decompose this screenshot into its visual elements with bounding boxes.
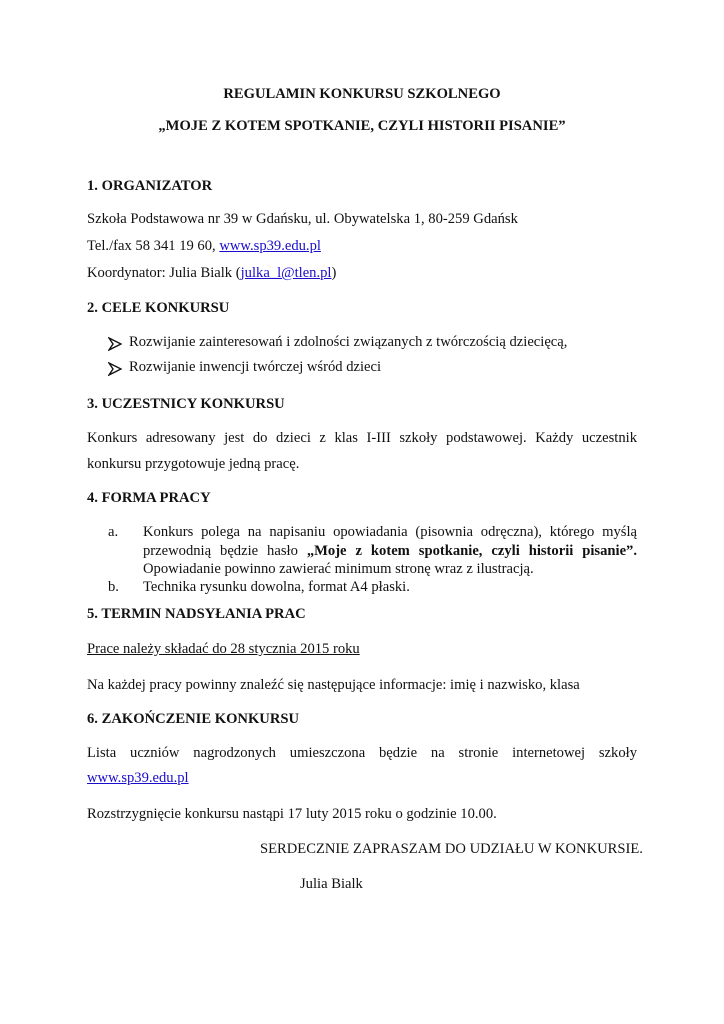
- school-website-link[interactable]: www.sp39.edu.pl: [87, 770, 189, 786]
- goal-item: Rozwijanie zainteresowań i zdolności związanych z twórczością dziecięcą,: [129, 334, 568, 350]
- section-heading-work-form: 4. FORMA PRACY: [87, 490, 211, 506]
- coordinator-email-link[interactable]: julka_l@tlen.pl: [240, 265, 332, 281]
- goal-item: Rozwijanie inwencji twórczej wśród dzieci: [129, 359, 382, 375]
- participants-paragraph-line: Konkurs adresowany jest do dzieci z klas I-III szkoły podstawowej. Każdy uczestnik: [87, 430, 637, 446]
- signature: Julia Bialk: [300, 876, 363, 892]
- school-website-link[interactable]: www.sp39.edu.pl: [219, 238, 321, 254]
- work-form-item-a-line: Opowiadanie powinno zawierać minimum stronę wraz z ilustracją.: [143, 561, 534, 577]
- coordinator-label: Koordynator: Julia Bialk (: [87, 265, 241, 281]
- deadline-text: Prace należy składać do 28 stycznia 2015 roku: [87, 641, 360, 657]
- section-heading-participants: 3. UCZESTNICY KONKURSU: [87, 396, 285, 412]
- coordinator-line: [87, 265, 336, 282]
- work-form-item-a-line: [143, 543, 637, 560]
- winners-website: [87, 770, 189, 787]
- organizer-phone: Tel./fax 58 341 19 60,: [87, 238, 220, 254]
- section-heading-organizer: 1. ORGANIZATOR: [87, 178, 213, 194]
- organizer-address: Szkoła Podstawowa nr 39 w Gdańsku, ul. Obywatelska 1, 80-259 Gdańsk: [87, 211, 518, 227]
- participants-paragraph-line: konkursu przygotowuje jedną pracę.: [87, 456, 300, 472]
- section-heading-goals: 2. CELE KONKURSU: [87, 300, 230, 316]
- closing-invitation: SERDECZNIE ZAPRASZAM DO UDZIAŁU W KONKURSIE.: [260, 841, 643, 857]
- winners-list-text: Lista uczniów nagrodzonych umieszczona będzie na stronie internetowej szkoły: [87, 745, 637, 761]
- section-heading-conclusion: 6. ZAKOŃCZENIE KONKURSU: [87, 711, 300, 727]
- list-marker-a: a.: [108, 524, 119, 540]
- work-form-item-b: Technika rysunku dowolna, format A4 płaski.: [143, 579, 410, 595]
- arrow-bullet-icon: [108, 362, 122, 376]
- results-date-text: Rozstrzygnięcie konkursu nastąpi 17 luty 2015 roku o godzinie 10.00.: [87, 806, 497, 822]
- coordinator-close-paren: ): [331, 265, 337, 281]
- work-form-item-a-line: Konkurs polega na napisaniu opowiadania (pisownia odręczna), którego myślą: [143, 524, 637, 540]
- list-marker-b: b.: [108, 579, 119, 595]
- arrow-bullet-icon: [108, 337, 122, 351]
- document-subtitle: „MOJE Z KOTEM SPOTKANIE, CZYLI HISTORII PISANIE”: [158, 118, 566, 134]
- document-title: REGULAMIN KONKURSU SZKOLNEGO: [223, 86, 501, 102]
- slogan-intro: przewodnią będzie hasło: [143, 543, 307, 559]
- contest-slogan: „Moje z kotem spotkanie, czyli historii pisanie”.: [306, 543, 637, 559]
- required-info-text: Na każdej pracy powinny znaleźć się następujące informacje: imię i nazwisko, klasa: [87, 677, 580, 693]
- section-heading-deadline: 5. TERMIN NADSYŁANIA PRAC: [87, 606, 306, 622]
- organizer-contact: [87, 238, 321, 255]
